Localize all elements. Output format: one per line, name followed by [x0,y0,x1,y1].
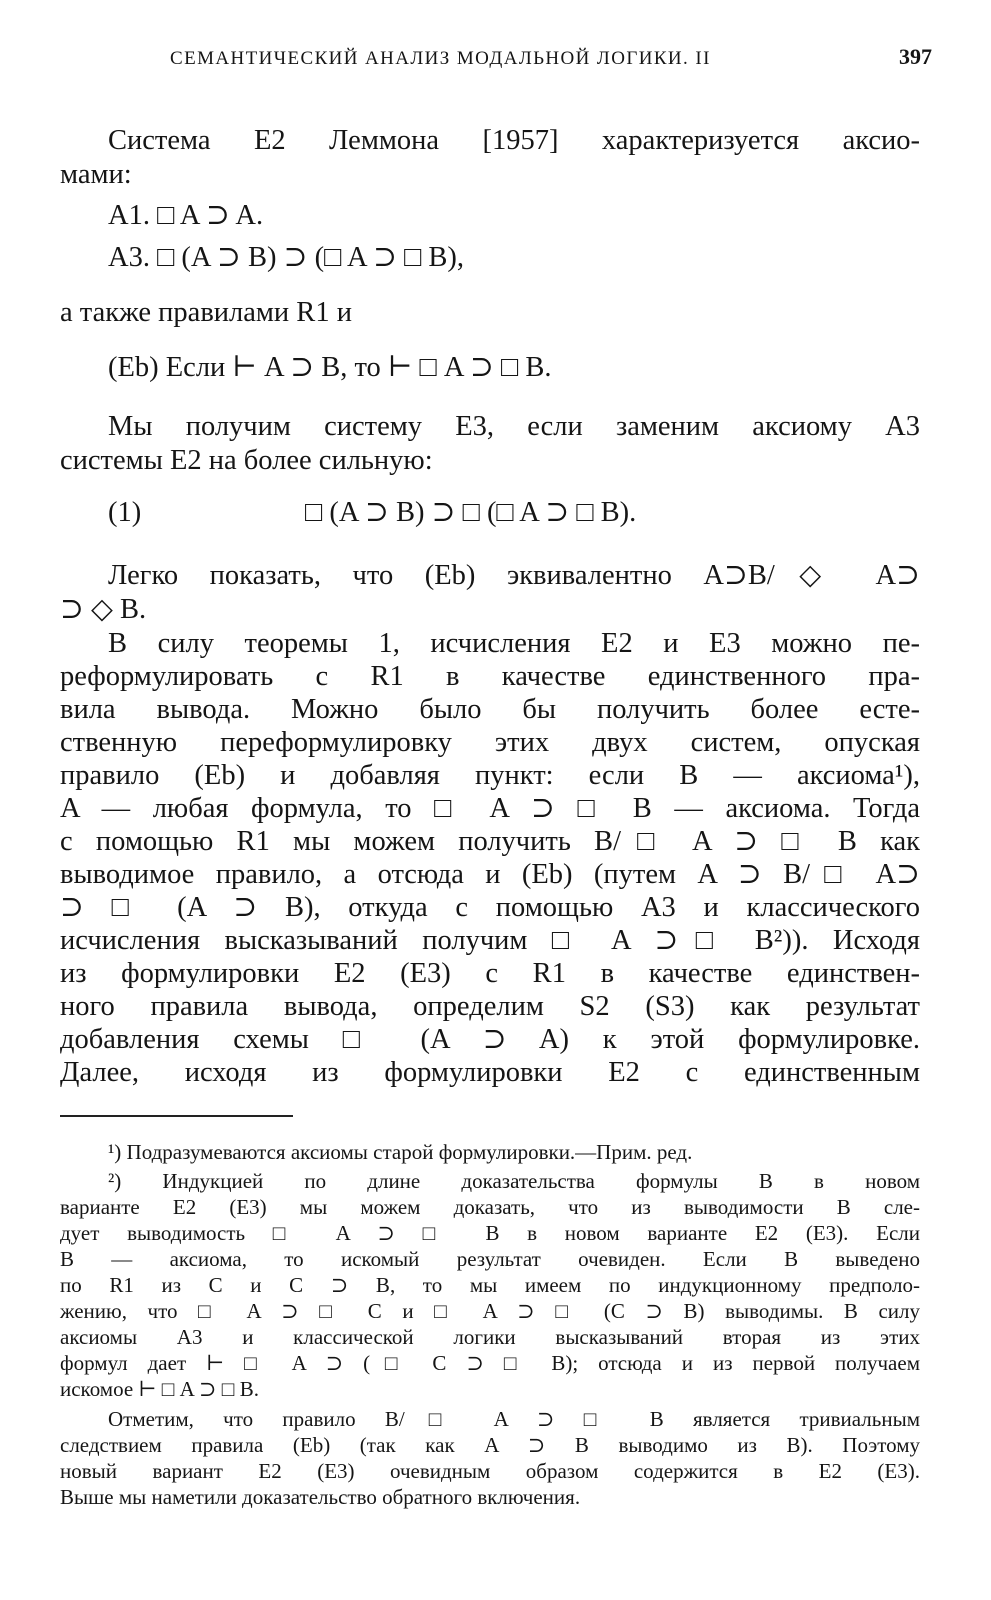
page-number: 397 [899,44,932,69]
body-line: системы E2 на более сильную: [60,445,433,476]
footnote-line: по R1 из C и C ⊃ B, то мы имеем по индукционному предполо- [60,1273,920,1297]
footnote-line: варианте E2 (E3) мы можем доказать, что из выводимости B сле- [60,1195,920,1219]
footnote-line: следствием правила (Eb) (так как A ⊃ B выводимо из B). Поэтому [60,1433,920,1457]
formula-1: □ (A ⊃ B) ⊃ □ (□ A ⊃ □ B). [305,497,637,528]
body-line: с помощью R1 мы можем получить B/□ A ⊃ □ B как [60,826,920,857]
footnote-line: Отметим, что правило B/□ A ⊃ □ B является тривиальным [108,1407,920,1431]
body-line: из формулировки E2 (E3) с R1 в качестве единствен- [60,958,920,989]
footnote-line: ²) Индукцией по длине доказательства формулы B в новом [108,1169,920,1193]
body-line: В силу теоремы 1, исчисления E2 и E3 можно пе- [108,628,920,659]
body-line: выводимое правило, а отсюда и (Eb) (путем A ⊃ B/□ A⊃ [60,859,920,890]
axiom-a1: A1. □ A ⊃ A. [108,200,264,231]
body-line: Мы получим систему E3, если заменим аксиому A3 [108,411,920,442]
footnote-line: дует выводимость □ A ⊃ □ B в новом варианте E2 (E3). Если [60,1221,920,1245]
body-line: вила вывода. Можно было бы получить более есте- [60,694,920,725]
body-line: Далее, исходя из формулировки E2 с единственным [60,1057,920,1088]
body-line: правило (Eb) и добавляя пункт: если B — аксиома¹), [60,760,920,791]
body-line: Система E2 Леммона [1957] характеризуется аксио- [108,125,920,156]
footnote-line: новый вариант E2 (E3) очевидным образом содержится в E2 (E3). [60,1459,920,1483]
body-line: а также правилами R1 и [60,297,352,328]
body-line: ного правила вывода, определим S2 (S3) как результат [60,991,920,1022]
body-line: Легко показать, что (Eb) эквивалентно A⊃B/◇ A⊃ [108,560,920,591]
footnote-line: формул дает ⊢ □ A ⊃ (□ C ⊃ □ B); отсюда и из первой получаем [60,1351,920,1375]
footnote-line: аксиомы A3 и классической логики высказываний вторая из этих [60,1325,920,1349]
body-line: добавления схемы □ (A ⊃ A) к этой формулировке. [60,1024,920,1055]
rule-eb: (Eb) Если ⊢ A ⊃ B, то ⊢ □ A ⊃ □ B. [108,352,552,383]
footnote-line: ¹) Подразумеваются аксиомы старой формулировки.—Прим. ред. [108,1140,693,1164]
formula-number: (1) [108,497,142,528]
body-line: реформулировать с R1 в качестве единственного пра- [60,661,920,692]
body-line: ⊃ ◇ B. [60,594,147,625]
footnote-line: жению, что □ A ⊃ □ C и □ A ⊃ □ (C ⊃ B) выводимы. В силу [60,1299,920,1323]
footnote-line: Выше мы наметили доказательство обратного включения. [60,1485,581,1509]
body-line: ственную переформулировку этих двух систем, опуская [60,727,920,758]
running-title: СЕМАНТИЧЕСКИЙ АНАЛИЗ МОДАЛЬНОЙ ЛОГИКИ. II [170,48,711,69]
body-line: ⊃ □ (A ⊃ B), откуда с помощью A3 и классического [60,892,920,923]
body-line: мами: [60,159,132,190]
axiom-a3: A3. □ (A ⊃ B) ⊃ (□ A ⊃ □ B), [108,242,465,273]
footnote-line: B — аксиома, то искомый результат очевиден. Если B выведено [60,1247,920,1271]
body-line: A — любая формула, то □ A ⊃ □ B — аксиома. Тогда [60,793,920,824]
footnote-line: искомое ⊢ □ A ⊃ □ B. [60,1377,259,1401]
body-line: исчисления высказываний получим □ A ⊃□ B²)). Исходя [60,925,920,956]
running-header [60,44,940,78]
footnote-divider [60,1115,293,1117]
